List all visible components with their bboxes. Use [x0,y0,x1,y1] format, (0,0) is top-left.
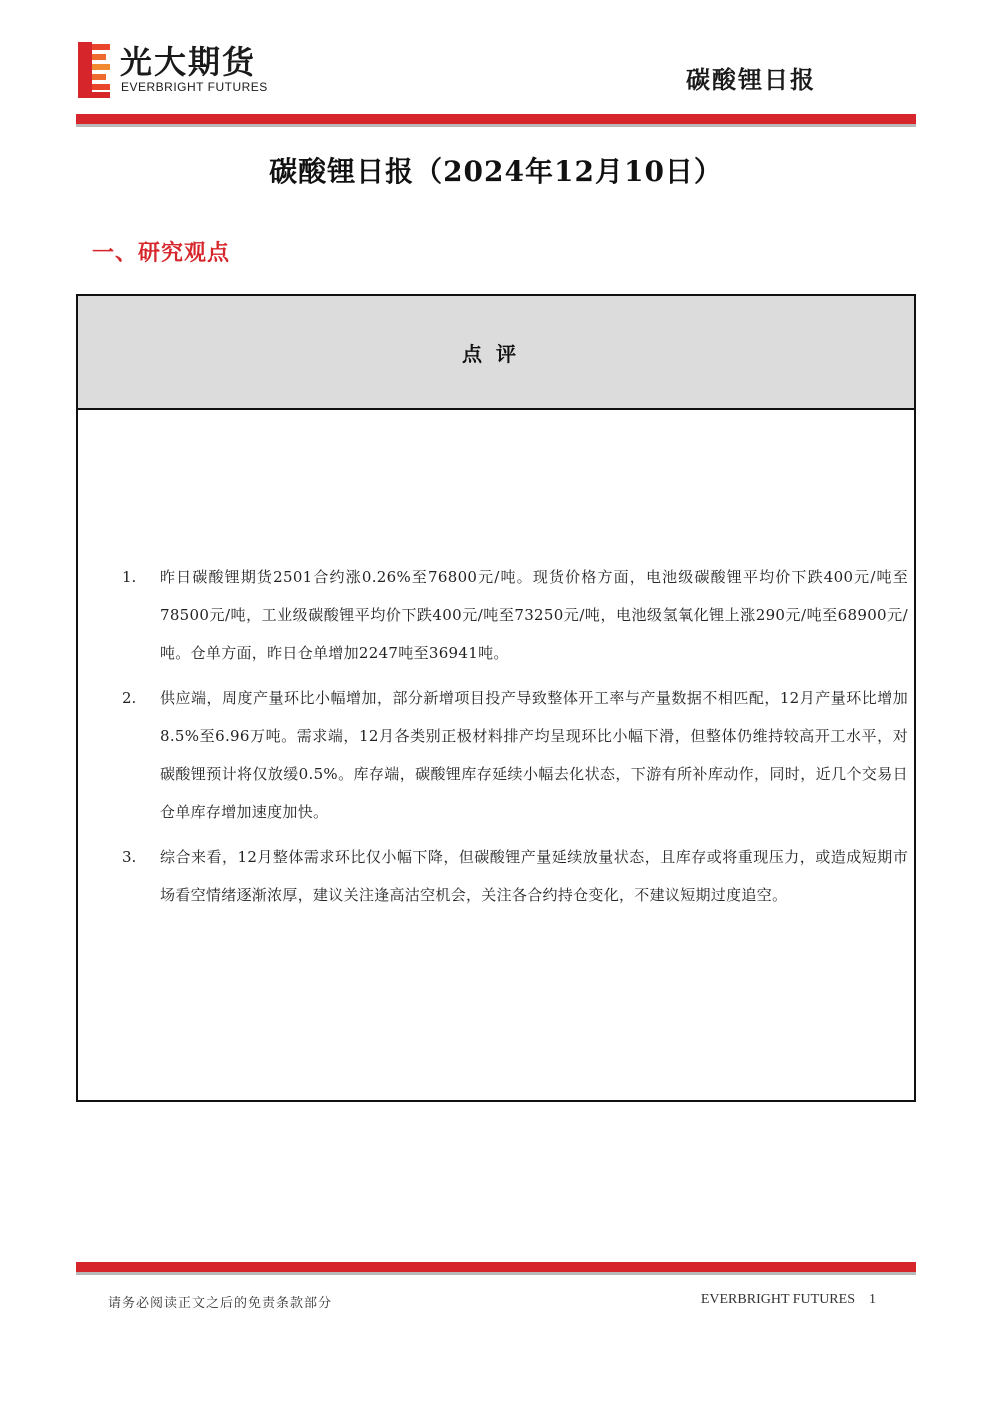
footer-disclaimer: 请务必阅读正文之后的免责条款部分 [108,1296,333,1311]
footer-divider-gray [76,1272,916,1275]
page-number: 1 [869,1292,876,1307]
logo-chinese-name: 光大期货 [120,43,257,81]
list-item-text: 供应端，周度产量环比小幅增加，部分新增项目投产导致整体开工率与产量数据不相匹配，12月产量环比增加8.5%至6.96万吨。需求端，12月各类别正极材料排产均呈现环比小幅下滑，但整体仍维持较高开工水平，对碳酸锂预计将仅放缓0.5%。库存端，碳酸锂库存延续小幅去化状态，下游有所补库动作，同时，近几个交易日仓单库存增加速度加快。 [160,689,908,821]
commentary-header-label: 点评 [462,342,530,366]
footer-company-name: EVERBRIGHT FUTURES [700,1292,855,1307]
report-name: 碳酸锂日报 [686,66,816,94]
logo-english-name: EVERBRIGHT FUTURES [121,80,268,94]
list-item [78,558,914,672]
section-title: 一、研究观点 [92,240,231,266]
list-item [78,679,914,831]
list-item-text: 昨日碳酸锂期货2501合约涨0.26%至76800元/吨。现货价格方面，电池级碳酸锂平均价下跌400元/吨至78500元/吨，工业级碳酸锂平均价下跌400元/吨至73250元/吨，电池级氢氧化锂上涨290元/吨至68900元/吨。仓单方面，昨日仓单增加2247吨至36941吨。 [160,568,908,662]
footer-divider-red [76,1262,916,1272]
list-item [78,838,914,914]
header-divider-gray [76,124,916,127]
everbright-logo-icon [76,42,112,98]
commentary-table-header [78,296,914,410]
list-item-text: 综合来看，12月整体需求环比仅小幅下降，但碳酸锂产量延续放量状态，且库存或将重现压力，或造成短期市场看空情绪逐渐浓厚，建议关注逢高沽空机会，关注各合约持仓变化，不建议短期过度追空。 [160,848,908,904]
commentary-table [76,294,916,1102]
document-title: 碳酸锂日报（2024年12月10日） [269,155,723,188]
company-logo [76,42,316,98]
list-item-number: 2. [122,689,137,707]
header-divider-red [76,114,916,124]
footer-company [701,1292,876,1308]
list-item-number: 3. [122,848,137,866]
commentary-points [78,558,914,921]
list-item-number: 1. [122,568,137,586]
